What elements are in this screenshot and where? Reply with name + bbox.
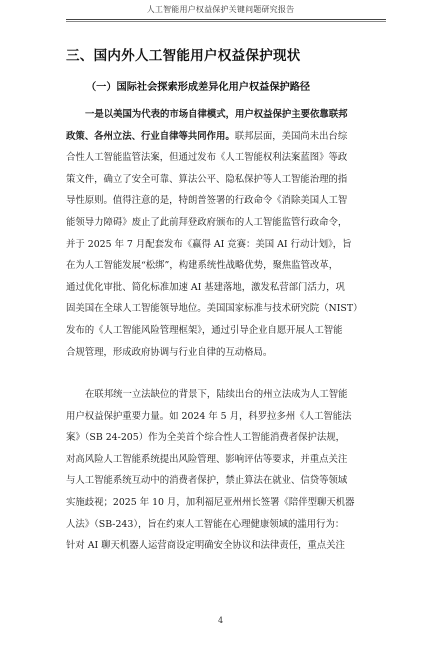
paragraph-line: 合规管理，形成政府协调与行业自律的互动格局。 [66, 346, 273, 358]
paragraph-line: 与人工智能系统互动中的消费者保护，禁止算法在就业、信贷等领域 [66, 475, 348, 487]
paragraph-line: 策文件，确立了安全可靠、算法公平、隐私保护等人工智能治理的指 [66, 173, 348, 185]
paragraph-line: 针对 AI 聊天机器人运营商设定明确安全协议和法律责任，重点关注 [66, 540, 345, 552]
paragraph-line: 案》（SB 24-205）作为全美首个综合性人工智能消费者保护法规， [66, 432, 345, 444]
bold-lead: 政策、各州立法、行业自律等共同作用。 [66, 130, 235, 142]
paragraph-line: 用户权益保护重要力量。如 2024 年 5 月，科罗拉多州《人工智能法 [66, 410, 352, 422]
paragraph-line: 实施歧视；2025 年 10 月，加利福尼亚州州长签署《陪伴型聊天机器 [66, 496, 355, 508]
subsection-heading: （一）国际社会探索形成差异化用户权益保护路径 [86, 82, 311, 93]
paragraph-line: 合性人工智能监管法案，但通过发布《人工智能权利法案蓝图》等政 [66, 152, 348, 164]
paragraph-2 [66, 384, 386, 557]
bold-lead: 一是以美国为代表的市场自律模式，用户权益保护主要依靠联邦 [85, 109, 348, 120]
text-run: 联邦层面，美国尚未出台综 [234, 130, 348, 142]
paragraph-line: 并于 2025 年 7 月配套发布《赢得 AI 竞赛：美国 AI 行动计划》，旨 [66, 238, 352, 250]
paragraph-line: 在为人工智能发展“松绑”，构建系统性战略优势，聚焦监管改革， [66, 260, 339, 272]
running-header: 人工智能用户权益保护关键问题研究报告 [146, 5, 295, 14]
paragraph-line [66, 126, 386, 148]
paragraph-line: 在联邦统一立法缺位的背景下，陆续出台的州立法成为人工智能 [85, 389, 348, 400]
paragraph-line: 通过优化审批、简化标准加速 AI 基建落地，激发私营部门活力，巩 [66, 281, 345, 293]
paragraph-line: 对高风险人工智能系统提出风险管理、影响评估等要求，并重点关注 [66, 453, 348, 465]
page-number: 4 [217, 616, 224, 625]
paragraph-line: 人法》（SB-243），旨在约束人工智能在心理健康领域的滥用行为： [66, 518, 345, 530]
paragraph-line [66, 104, 386, 126]
paragraph-line: 能领导力障碍》废止了此前拜登政府颁布的人工智能监管行政命令， [66, 216, 348, 228]
header-rule [66, 19, 386, 20]
paragraph-line: 发布的《人工智能风险管理框架》，通过引导企业自愿开展人工智能 [66, 324, 343, 336]
header-rule-thin [66, 21, 386, 22]
paragraph-1 [66, 104, 386, 363]
paragraph-line: 导性原则。值得注意的是，特朗普签署的行政命令《消除美国人工智 [66, 195, 348, 207]
section-heading: 三、国内外人工智能用户权益保护现状 [66, 48, 301, 64]
paragraph-line: 固美国在全球人工智能领导地位。美国国家标准与技术研究院（NIST） [66, 303, 363, 315]
